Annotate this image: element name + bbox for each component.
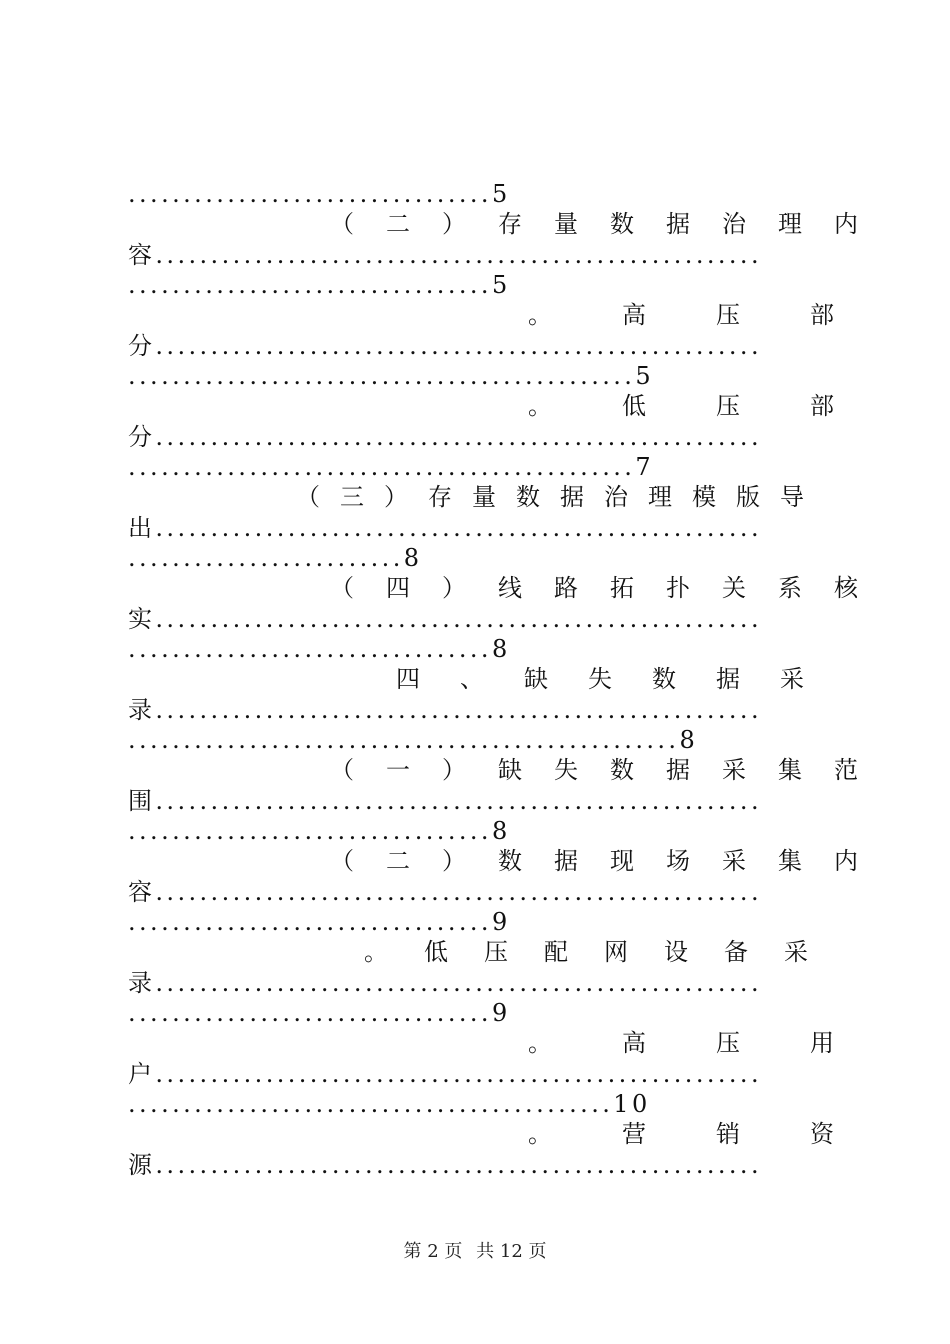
toc-line: ..............................................5 <box>128 362 654 390</box>
toc-line: .................................5 <box>128 180 511 208</box>
toc-line: 容....................................................... <box>128 241 762 269</box>
toc-line: ..............................................7 <box>128 453 654 481</box>
toc-heading-text: （二）存量数据治理内 <box>330 210 890 238</box>
toc-line: .................................8 <box>128 817 511 845</box>
toc-line: .................................5 <box>128 271 511 299</box>
toc-line: 录....................................................... <box>128 969 762 997</box>
toc-heading <box>330 846 890 876</box>
toc-heading <box>396 664 844 694</box>
toc-heading <box>528 1119 904 1149</box>
toc-line: 户....................................................... <box>128 1060 762 1088</box>
toc-line: 围....................................................... <box>128 787 762 815</box>
toc-line: 录....................................................... <box>128 696 762 724</box>
toc-line: 源....................................................... <box>128 1151 762 1179</box>
page-footer <box>0 1240 950 1264</box>
toc-heading <box>330 755 890 785</box>
page-total: 共 12 页 <box>476 1241 547 1262</box>
toc-heading-text: 。高压部 <box>528 301 904 329</box>
toc-heading-text: （一）缺失数据采集范 <box>330 756 890 784</box>
toc-heading <box>296 482 832 512</box>
toc-line: ............................................10 <box>128 1090 651 1118</box>
toc-line: .................................9 <box>128 908 511 936</box>
toc-heading-text: （二）数据现场采集内 <box>330 847 890 875</box>
toc-line: .........................8 <box>128 544 423 572</box>
toc-heading <box>364 937 844 967</box>
toc-heading <box>330 209 890 239</box>
toc-heading-text: 四、缺失数据采 <box>396 665 844 693</box>
toc-heading-text: 。低压部 <box>528 392 904 420</box>
toc-heading <box>528 1028 904 1058</box>
page-number: 第 2 页 <box>403 1241 463 1262</box>
toc-heading <box>330 573 890 603</box>
toc-heading-text: 。低压配网设备采 <box>364 938 844 966</box>
toc-line: 分....................................................... <box>128 332 762 360</box>
toc-line: ..................................................8 <box>128 726 699 754</box>
toc-heading-text: 。营销资 <box>528 1120 904 1148</box>
toc-line: 分....................................................... <box>128 423 762 451</box>
toc-line: 容....................................................... <box>128 878 762 906</box>
toc-heading-text: （四）线路拓扑关系核 <box>330 574 890 602</box>
toc-heading-text: （三）存量数据治理模版导 <box>296 483 824 511</box>
toc-heading <box>528 391 904 421</box>
toc-heading <box>528 300 904 330</box>
toc-line: .................................9 <box>128 999 511 1027</box>
toc-line: .................................8 <box>128 635 511 663</box>
toc-line: 实....................................................... <box>128 605 762 633</box>
toc-line: 出....................................................... <box>128 514 762 542</box>
toc-heading-text: 。高压用 <box>528 1029 904 1057</box>
